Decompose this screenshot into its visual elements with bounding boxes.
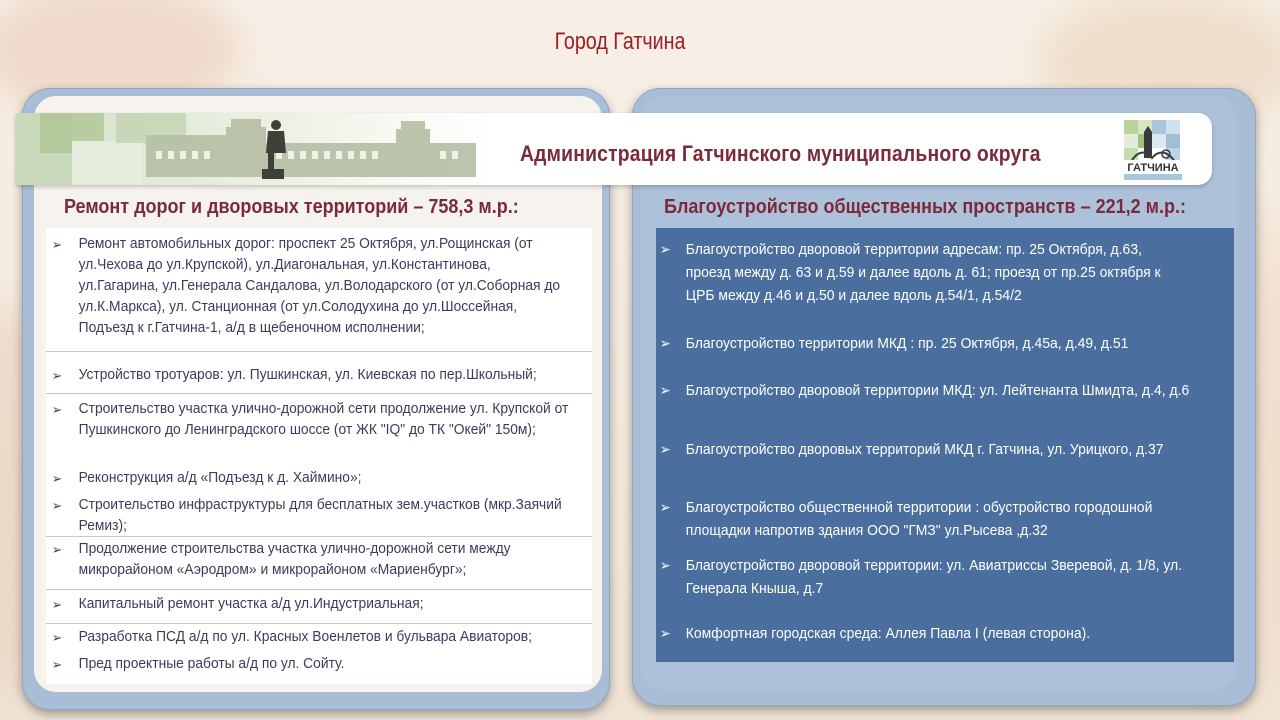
list-item-text: Разработка ПСД а/д по ул. Красных Военлетов и бульвара Авиаторов; xyxy=(78,629,532,645)
page-title: Город Гатчина xyxy=(554,28,686,55)
checkmark-arrow-icon: ➢ xyxy=(51,368,63,383)
divider xyxy=(46,351,592,352)
public-spaces-list xyxy=(656,228,1234,662)
list-item xyxy=(46,594,570,615)
checkmark-arrow-icon: ➢ xyxy=(659,499,671,515)
list-item-text: Благоустройство дворовой территории: ул. Авиатриссы Зверевой, д. 1/8, ул. Генерала Кныша, д.7 xyxy=(685,557,1183,597)
checkmark-arrow-icon: ➢ xyxy=(51,630,63,645)
road-repair-list xyxy=(46,228,592,684)
list-item-text: Комфортная городская среда: Аллея Павла I (левая сторона). xyxy=(685,625,1091,642)
list-item xyxy=(46,654,570,675)
checkmark-arrow-icon: ➢ xyxy=(659,335,671,351)
list-item xyxy=(46,539,570,581)
list-item-text: Благоустройство территории МКД : пр. 25 Октября, д.45а, д.49, д.51 xyxy=(685,335,1129,352)
list-item xyxy=(46,399,570,441)
list-item xyxy=(656,438,1194,461)
checkmark-arrow-icon: ➢ xyxy=(659,625,671,641)
right-section-heading: Благоустройство общественных пространств – 221,2 м.р.: xyxy=(664,196,1186,218)
list-item xyxy=(46,468,570,489)
list-item xyxy=(46,234,570,339)
list-item xyxy=(656,238,1194,307)
list-item-text: Капитальный ремонт участка а/д ул.Индустриальная; xyxy=(78,596,424,612)
list-item-text: Строительство участка улично-дорожной сети продолжение ул. Крупской от Пушкинского до Ленинградского шоссе (от ЖК "IQ" до ТК "Окей" 150м); xyxy=(78,401,569,438)
gatchina-logo xyxy=(1122,118,1184,182)
list-item-text: Продолжение строительства участка улично-дорожной сети между микрорайоном «Аэродром» и микрорайоном «Мариенбург»; xyxy=(78,541,511,578)
list-item-text: Благоустройство дворовой территории адресам: пр. 25 Октября, д.63, проезд между д. 63 и д.59 и далее вдоль д. 61; проезд от пр.25 октября к ЦРБ между д.46 и д.50 и далее вдоль д.54/1, д.54/2 xyxy=(685,241,1161,304)
checkmark-arrow-icon: ➢ xyxy=(51,402,63,417)
checkmark-arrow-icon: ➢ xyxy=(51,597,63,612)
checkmark-arrow-icon: ➢ xyxy=(659,441,671,457)
checkmark-arrow-icon: ➢ xyxy=(51,471,63,486)
checkmark-arrow-icon: ➢ xyxy=(51,237,63,252)
checkmark-arrow-icon: ➢ xyxy=(659,557,671,573)
list-item-text: Реконструкция а/д «Подъезд к д. Хаймино»; xyxy=(78,470,362,486)
list-item xyxy=(46,627,570,648)
divider xyxy=(46,623,592,624)
list-item-text: Благоустройство дворовой территории МКД: ул. Лейтенанта Шмидта, д.4, д.6 xyxy=(685,382,1190,399)
list-item-text: Строительство инфраструктуры для бесплатных зем.участков (мкр.Заячий Ремиз); xyxy=(78,497,562,534)
list-item xyxy=(46,365,570,386)
list-item xyxy=(46,495,570,537)
list-item xyxy=(656,332,1194,355)
list-item-text: Пред проектные работы а/д по ул. Сойту. xyxy=(78,656,345,672)
checkmark-arrow-icon: ➢ xyxy=(51,657,63,672)
divider xyxy=(46,536,592,537)
list-item-text: Благоустройство дворовых территорий МКД г. Гатчина, ул. Урицкого, д.37 xyxy=(685,441,1164,458)
palace-icon xyxy=(16,113,488,185)
checkmark-arrow-icon: ➢ xyxy=(51,542,63,557)
list-item xyxy=(656,496,1194,542)
list-item xyxy=(656,622,1194,645)
banner-title: Администрация Гатчинского муниципального округа xyxy=(520,141,1041,166)
divider xyxy=(46,589,592,590)
checkmark-arrow-icon: ➢ xyxy=(659,241,671,257)
banner-palace-image xyxy=(16,113,488,185)
divider xyxy=(46,393,592,394)
checkmark-arrow-icon: ➢ xyxy=(51,498,63,513)
list-item-text: Благоустройство общественной территории : обустройство городошной площадки напротив здания ООО "ГМЗ" ул.Рысева ,д.32 xyxy=(685,499,1153,539)
list-item xyxy=(656,554,1194,600)
checkmark-arrow-icon: ➢ xyxy=(659,382,671,398)
list-item xyxy=(656,379,1194,402)
left-section-heading: Ремонт дорог и дворовых территорий – 758,3 м.р.: xyxy=(64,196,519,218)
list-item-text: Ремонт автомобильных дорог: проспект 25 Октября, ул.Рощинская (от ул.Чехова до ул.Крупской), ул.Диагональная, ул.Константинова, ул.Гагарина, ул.Генерала Сандалова, ул.Володарского (от ул.Соборная до ул.К.Маркса), ул. Станционная (от ул.Солодухина до ул.Шоссейная, Подъезд к г.Гатчина-1, а/д в щебеночном исполнении; xyxy=(78,236,561,336)
list-item-text: Устройство тротуаров: ул. Пушкинская, ул. Киевская по пер.Школьный; xyxy=(78,367,537,383)
logo-text: ГАТЧИНА xyxy=(1127,162,1179,174)
